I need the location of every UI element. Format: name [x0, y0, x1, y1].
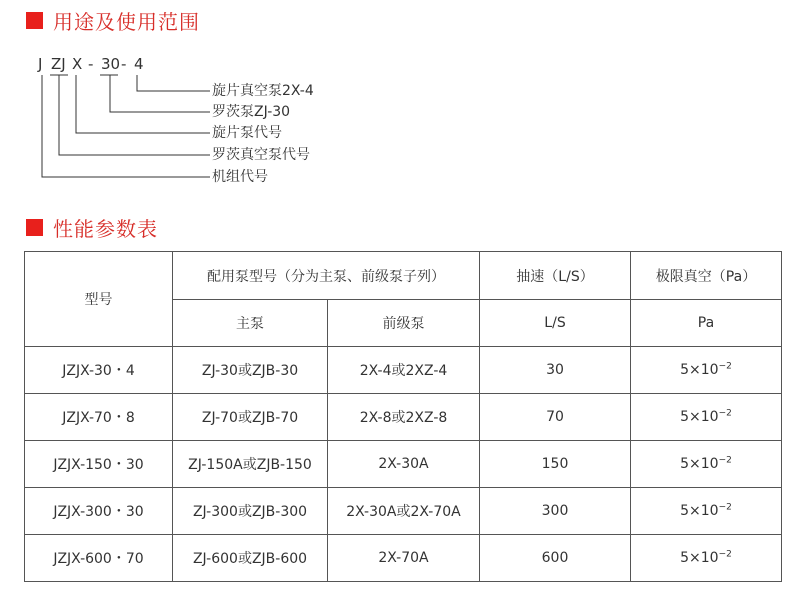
cell-speed: 30 [480, 347, 631, 394]
header-pump-group: 配用泵型号（分为主泵、前级泵子列） [173, 252, 480, 300]
cell-main-pump: ZJ-300或ZJB-300 [173, 488, 328, 535]
cell-model: JZJX-300・30 [25, 488, 173, 535]
table-row [25, 347, 782, 394]
vacuum-base: 5×10 [680, 550, 719, 566]
vacuum-base: 5×10 [680, 456, 719, 472]
red-square-marker-icon [26, 219, 43, 236]
cell-speed: 300 [480, 488, 631, 535]
cell-main-pump: ZJ-150A或ZJB-150 [173, 441, 328, 488]
cell-fore-pump: 2X-30A或2X-70A [328, 488, 480, 535]
code-char-4: 4 [134, 55, 144, 73]
cell-main-pump: ZJ-600或ZJB-600 [173, 535, 328, 582]
header-model: 型号 [25, 252, 173, 347]
vacuum-exponent: −2 [718, 408, 732, 419]
table-header-row [25, 252, 782, 300]
header-fore-pump: 前级泵 [328, 300, 480, 347]
model-code-diagram [0, 0, 800, 210]
table-row [25, 535, 782, 582]
code-char-30: 30 [101, 55, 121, 73]
cell-main-pump: ZJ-30或ZJB-30 [173, 347, 328, 394]
spec-section-heading [26, 213, 158, 241]
cell-vacuum [631, 535, 782, 582]
cell-vacuum [631, 441, 782, 488]
legend-roots-pump: 罗茨泵ZJ-30 [212, 104, 291, 120]
vacuum-base: 5×10 [680, 503, 719, 519]
table-row [25, 394, 782, 441]
cell-main-pump: ZJ-70或ZJB-70 [173, 394, 328, 441]
cell-vacuum [631, 347, 782, 394]
cell-fore-pump: 2X-4或2XZ-4 [328, 347, 480, 394]
header-vacuum-unit: Pa [631, 300, 782, 347]
code-char-dash-1: - [88, 55, 94, 73]
vacuum-base: 5×10 [680, 362, 719, 378]
legend-rotary-code: 旋片泵代号 [212, 125, 282, 141]
table-row [25, 441, 782, 488]
cell-fore-pump: 2X-70A [328, 535, 480, 582]
cell-model: JZJX-30・4 [25, 347, 173, 394]
vacuum-exponent: −2 [718, 502, 732, 513]
table-row [25, 488, 782, 535]
legend-fore-pump: 旋片真空泵2X-4 [212, 83, 314, 99]
header-vacuum: 极限真空（Pa） [631, 252, 782, 300]
cell-model: JZJX-600・70 [25, 535, 173, 582]
cell-speed: 150 [480, 441, 631, 488]
code-char-j: J [38, 55, 43, 73]
cell-model: JZJX-150・30 [25, 441, 173, 488]
cell-speed: 600 [480, 535, 631, 582]
vacuum-exponent: −2 [718, 455, 732, 466]
cell-fore-pump: 2X-30A [328, 441, 480, 488]
code-bracket-lines [0, 0, 800, 210]
header-speed-unit: L/S [480, 300, 631, 347]
performance-table [24, 251, 782, 582]
cell-speed: 70 [480, 394, 631, 441]
code-char-zj: ZJ [51, 55, 66, 73]
code-char-dash-2: - [121, 55, 127, 73]
cell-model: JZJX-70・8 [25, 394, 173, 441]
legend-unit-code: 机组代号 [212, 169, 268, 185]
code-char-x: X [72, 55, 83, 73]
header-main-pump: 主泵 [173, 300, 328, 347]
usage-section-title: 用途及使用范围 [53, 9, 200, 34]
vacuum-exponent: −2 [718, 549, 732, 560]
cell-vacuum [631, 394, 782, 441]
vacuum-exponent: −2 [718, 361, 732, 372]
vacuum-base: 5×10 [680, 409, 719, 425]
legend-roots-code: 罗茨真空泵代号 [212, 147, 310, 163]
cell-vacuum [631, 488, 782, 535]
spec-section-title: 性能参数表 [53, 216, 158, 241]
cell-fore-pump: 2X-8或2XZ-8 [328, 394, 480, 441]
header-speed: 抽速（L/S） [480, 252, 631, 300]
